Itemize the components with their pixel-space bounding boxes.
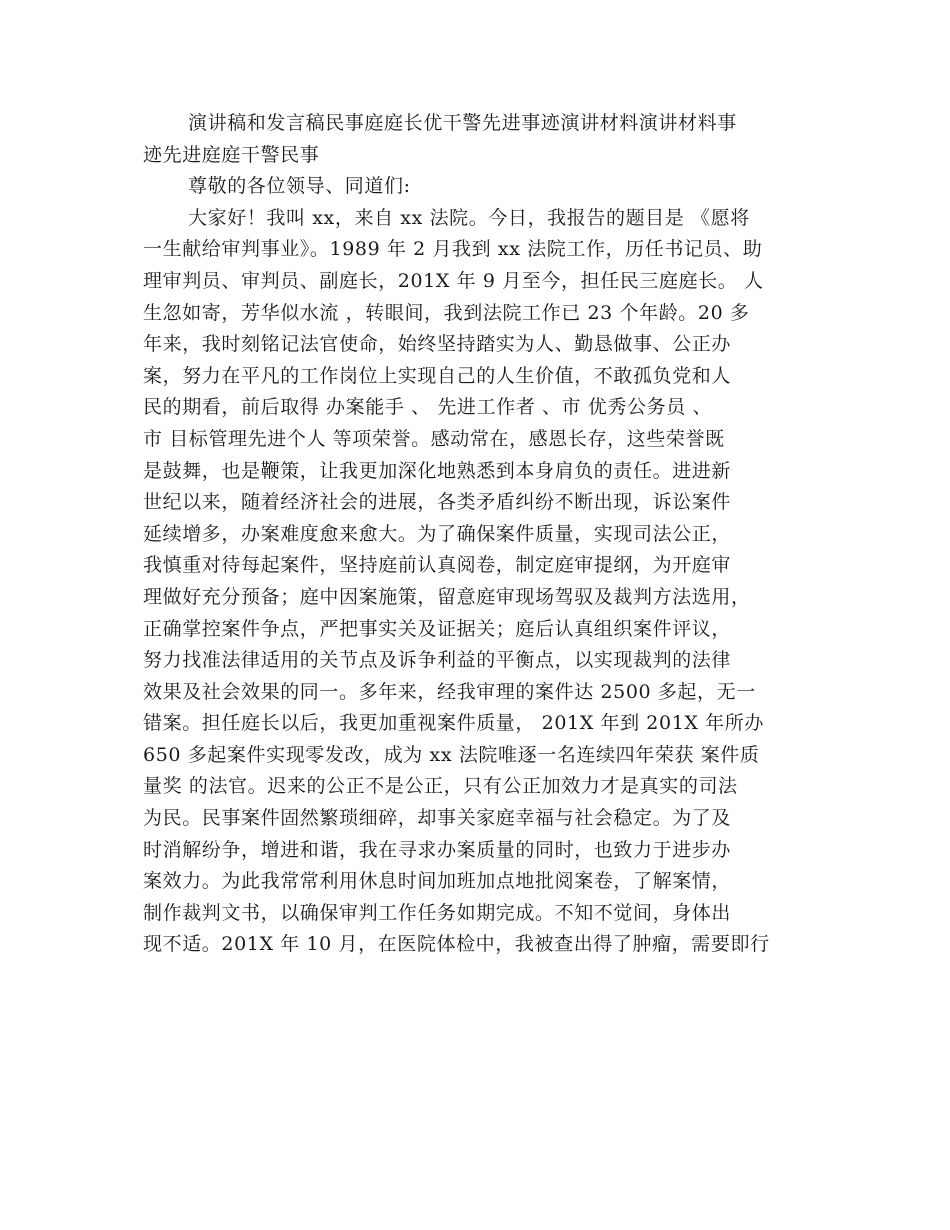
- title-line-1: 演讲稿和发言稿民事庭庭长优干警先进事迹演讲材料演讲材料事: [188, 112, 737, 134]
- body-line: 是鼓舞，也是鞭策，让我更加深化地熟悉到本身肩负的责任。进进新: [143, 459, 732, 482]
- body-line: 量奖 的法官。迟来的公正不是公正，只有公正加效力才是真实的司法: [143, 775, 738, 798]
- body-line: 案效力。为此我常常利用休息时间加班加点地批阅案卷，了解案情，: [143, 870, 732, 893]
- body-line: 大家好！我叫 xx，来自 xx 法院。今日，我报告的题目是 《愿将: [188, 206, 750, 229]
- body-line: 生忽如寄，芳华似水流 ，转眼间，我到法院工作已 23 个年龄。20 多: [143, 301, 750, 324]
- body-line: 制作裁判文书，以确保审判工作任务如期完成。不知不觉间，身体出: [143, 901, 732, 924]
- body-line: 努力找准法律适用的关节点及诉争利益的平衡点，以实现裁判的法律: [143, 649, 732, 672]
- body-line: 案，努力在平凡的工作岗位上实现自己的人生价值，不敢孤负党和人: [143, 364, 732, 387]
- title-line-2: 迹先进庭庭干警民事: [143, 143, 320, 166]
- body-line: 现不适。201X 年 10 月，在医院体检中，我被查出得了肿瘤，需要即行: [143, 933, 770, 956]
- document-body: [143, 108, 823, 961]
- body-line: 为民。民事案件固然繁琐细碎，却事关家庭幸福与社会稳定。为了及: [143, 807, 732, 830]
- body-line: 市 目标管理先进个人 等项荣誉。感动常在，感恩长存，这些荣誉既: [143, 427, 725, 450]
- salutation: 尊敬的各位领导、同道们:: [188, 175, 411, 198]
- body-line: 世纪以来，随着经济社会的进展，各类矛盾纠纷不断出现，诉讼案件: [143, 491, 732, 514]
- body-line: 时消解纷争，增进和谐，我在寻求办案质量的同时，也致力于进步办: [143, 838, 732, 861]
- body-line: 年来，我时刻铭记法官使命，始终坚持踏实为人、勤恳做事、公正办: [143, 333, 732, 356]
- body-line: 民的期看，前后取得 办案能手 、 先进工作者 、市 优秀公务员 、: [143, 396, 713, 419]
- body-line: 一生献给审判事业》。1989 年 2 月我到 xx 法院工作，历任书记员、助: [143, 238, 763, 261]
- body-line: 650 多起案件实现零发改，成为 xx 法院唯逐一名连续四年荣获 案件质: [143, 743, 760, 766]
- body-line: 正确掌控案件争点，严把事实关及证据关；庭后认真组织案件评议，: [143, 617, 732, 640]
- body-line: 理审判员、审判员、副庭长，201X 年 9 月至今，担任民三庭庭长。 人: [143, 269, 764, 292]
- body-line: 我慎重对待每起案件，坚持庭前认真阅卷，制定庭审提纲，为开庭审: [143, 554, 732, 577]
- body-line: 理做好充分预备；庭中因案施策，留意庭审现场驾驭及裁判方法选用，: [143, 585, 751, 608]
- body-line: 效果及社会效果的同一。多年来，经我审理的案件达 2500 多起，无一: [143, 680, 756, 703]
- body-line: 错案。担任庭长以后，我更加重视案件质量， 201X 年到 201X 年所办: [143, 712, 764, 735]
- body-line: 延续增多，办案难度愈来愈大。为了确保案件质量，实现司法公正，: [143, 522, 732, 545]
